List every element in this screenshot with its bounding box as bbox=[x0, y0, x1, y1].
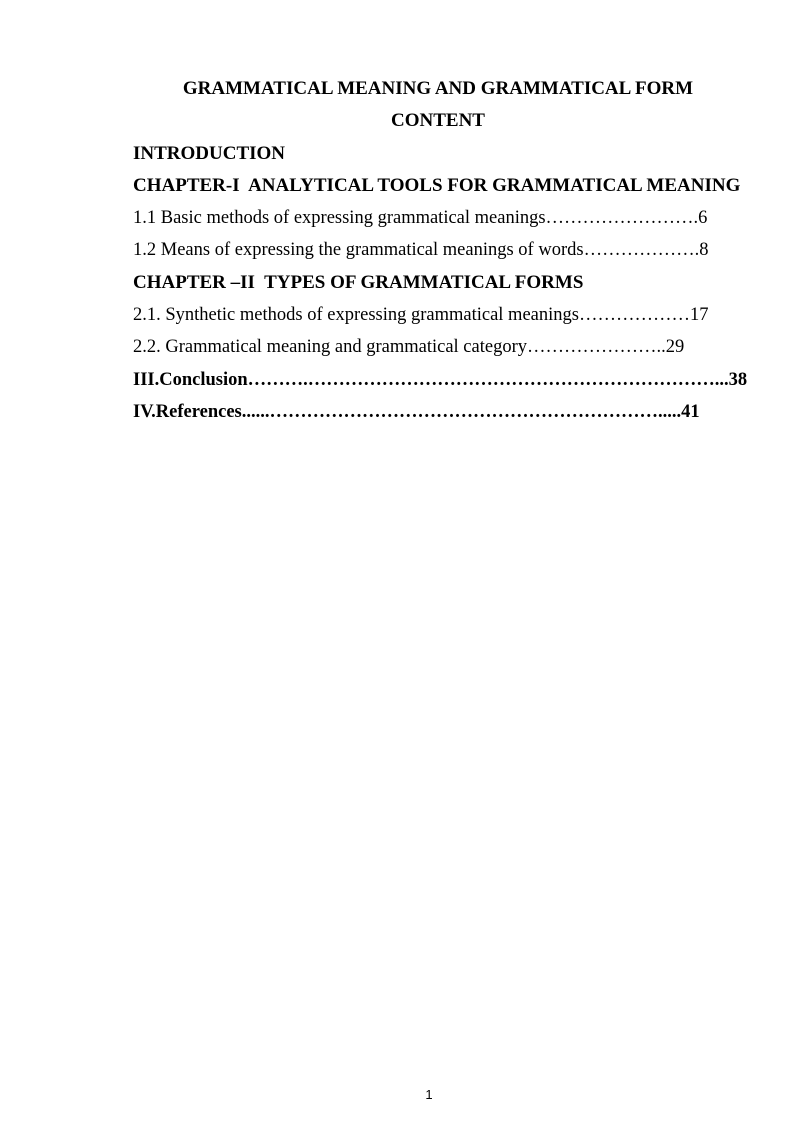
toc-chapter-1-heading: CHAPTER-I ANALYTICAL TOOLS FOR GRAMMATICAL MEANING bbox=[133, 175, 741, 196]
toc-conclusion: III.Conclusion……….…………………………………………………………...38 bbox=[133, 370, 748, 390]
toc-chapter-2-heading: CHAPTER –II TYPES OF GRAMMATICAL FORMS bbox=[133, 272, 584, 293]
document-title: GRAMMATICAL MEANING AND GRAMMATICAL FORM bbox=[182, 78, 694, 99]
page-number: 1 bbox=[425, 1087, 433, 1102]
toc-item-1-2: 1.2 Means of expressing the grammatical meanings of words……………….8 bbox=[133, 240, 709, 260]
toc-introduction: INTRODUCTION bbox=[133, 143, 286, 164]
toc-item-1-1: 1.1 Basic methods of expressing grammatical meanings…………………….6 bbox=[133, 208, 708, 228]
toc-item-2-2: 2.2. Grammatical meaning and grammatical category…………………..29 bbox=[133, 337, 685, 357]
toc-item-2-1: 2.1. Synthetic methods of expressing grammatical meanings………………17 bbox=[133, 305, 709, 325]
toc-references: IV.References......……………………………………………………….....41 bbox=[133, 402, 700, 422]
content-heading: CONTENT bbox=[391, 110, 485, 131]
